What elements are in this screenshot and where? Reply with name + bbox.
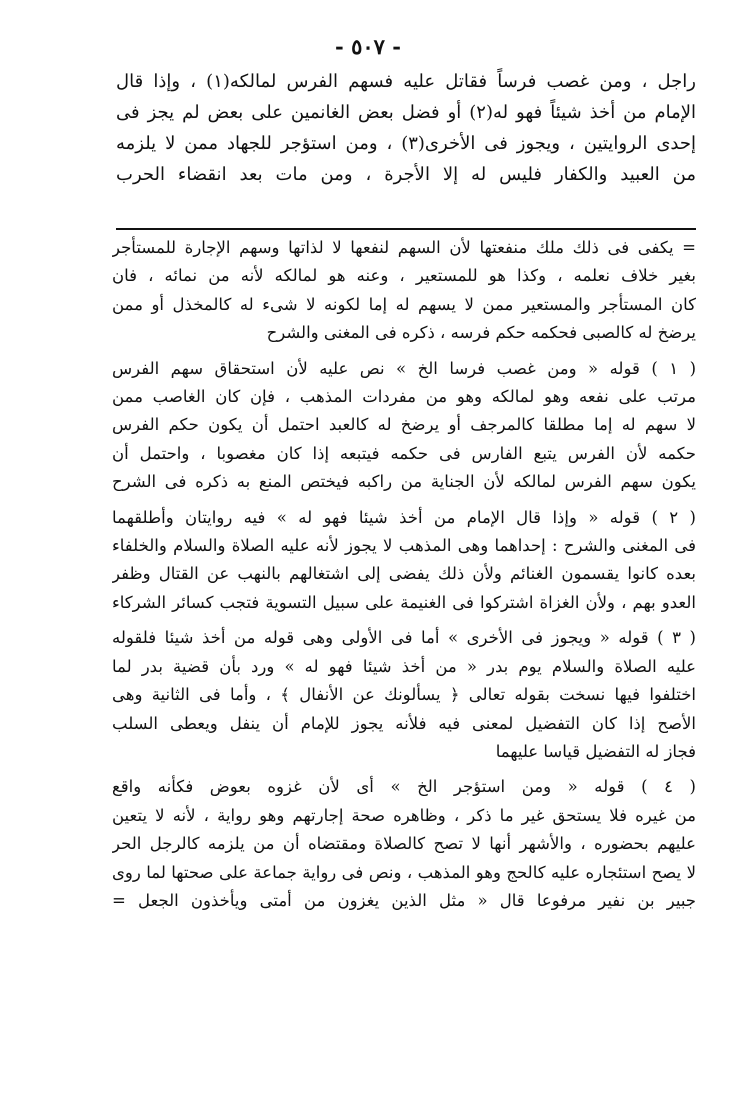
footnote-line: عليهم بحضوره ، والأشهر أنها لا تصح كالصلاة ومقتضاه أن من يلزمه كالرجل الحر	[112, 834, 696, 854]
footnote-line: ( ٤ ) قوله « ومن استؤجر الخ » أى لأن غزوه بعوض فكأنه واقع	[112, 777, 696, 797]
footnote-line: فجاز له التفضيل قياسا عليهما	[495, 741, 696, 761]
footnote-4	[112, 773, 696, 915]
footnote-line: = يكفى فى ذلك ملك منفعتها لأن السهم لنفعها لا لذاتها وسهم الإجارة للمستأجر	[112, 238, 696, 257]
footnote-line: الأصح إذا كان التفضيل لمعنى فيه فلأنه يجوز للإمام أن ينفل ويعطى السلب	[112, 713, 696, 733]
footnote-line: من غيره فلا يستحق غير ما ذكر ، وظاهره صحة إجارتهم وهو رواية ، لأنه لا يتعين	[112, 805, 696, 825]
footnote-line: فى المغنى والشرح : إحداهما وهى المذهب لا يجوز لأنه عليه الصلاة والسلام والخلفاء	[112, 536, 696, 556]
footnote-line: لا يصح استئجاره عليه كالحج وهو المذهب ، ونص فى رواية جماعة على صحتها لما روى	[112, 862, 696, 882]
main-text-line: الإمام من أخذ شيئاً فهو له(٢) أو فضل بعض الغانمين على بعض لم يجز فى	[116, 102, 696, 123]
footnote-line: مرتب على نفعه وهو لمالكه وهو من مفردات المذهب ، فإن كان الغاصب ممن	[112, 387, 696, 407]
footnote-line: لا سهم له إما مطلقا كالمرجف أو يرضخ له كالعبد احتمل أن يكون حكم الفرس	[112, 415, 696, 435]
main-text-line: راجل ، ومن غصب فرساً فقاتل عليه فسهم الفرس لمالكه(١) ، وإذا قال	[116, 71, 696, 92]
page-number: - ٥٠٧ -	[335, 34, 401, 59]
main-text	[116, 66, 696, 190]
footnote-divider	[116, 228, 696, 230]
footnote-line: ( ٣ ) قوله « ويجوز فى الأخرى » أما فى الأولى وهى قوله من أخذ شيئا فلقوله	[112, 628, 696, 648]
footnote-line: ( ١ ) قوله « ومن غصب فرسا الخ » نص عليه لأن استحقاق سهم الفرس	[112, 358, 696, 378]
footnote-line: كان المستأجر والمستعير ممن لا يسهم له إما لكونه لا شىء له كالمخذل أو ممن	[112, 294, 696, 314]
footnote-1	[112, 355, 696, 497]
footnote-line: حكمه لأن الفرس يتبع الفارس فى حكمه فيتبعه إذا كان مغصوبا ، واحتمل أن	[112, 443, 696, 463]
footnote-2	[112, 504, 696, 618]
footnote-line: يرضخ له كالصبى فحكمه حكم فرسه ، ذكره فى المغنى والشرح	[266, 323, 696, 343]
footnote-line: عليه الصلاة والسلام يوم بدر « من أخذ شيئا فهو له » ورد بأن قضية بدر لما	[112, 656, 696, 676]
footnote-line: بعده كانوا يقسمون الغنائم ولأن ذلك يفضى إلى اشتغالهم بالنهب عن القتال وظفر	[112, 564, 696, 584]
footnote-line: اختلفوا فيها نسخت بقوله تعالى ﴿ يسألونك عن الأنفال ﴾ ، وأما فى الثانية وهى	[112, 685, 696, 705]
footnote-line: ( ٢ ) قوله « وإذا قال الإمام من أخذ شيئا فهو له » فيه روايتان وأطلقهما	[112, 507, 696, 527]
footnote-line: العدو بهم ، ولأن الغزاة اشتركوا فى الغنيمة على سبيل التسوية فتجب كسائر الشركاء	[112, 592, 696, 612]
main-text-line: إحدى الروايتين ، ويجوز فى الأخرى(٣) ، ومن استؤجر للجهاد ممن لا يلزمه	[116, 133, 696, 154]
footnote-line: بغير خلاف نعلمه ، وكذا هو للمستعير ، وعنه هو لمالكه لأنه من نمائه ، فان	[112, 266, 696, 286]
footnotes	[112, 234, 696, 922]
footnote-3	[112, 624, 696, 766]
footnote-continuation	[112, 234, 696, 348]
footnote-line: يكون سهم الفرس لمالكه لأن الجناية من راكبه فيختص المنع به ذكره فى الشرح	[112, 472, 696, 492]
main-text-line: من العبيد والكفار فليس له إلا الأجرة ، ومن مات بعد انقضاء الحرب	[116, 164, 696, 185]
footnote-line: جبير بن نفير مرفوعا قال « مثل الذين يغزون من أمتى ويأخذون الجعل =	[112, 890, 696, 910]
